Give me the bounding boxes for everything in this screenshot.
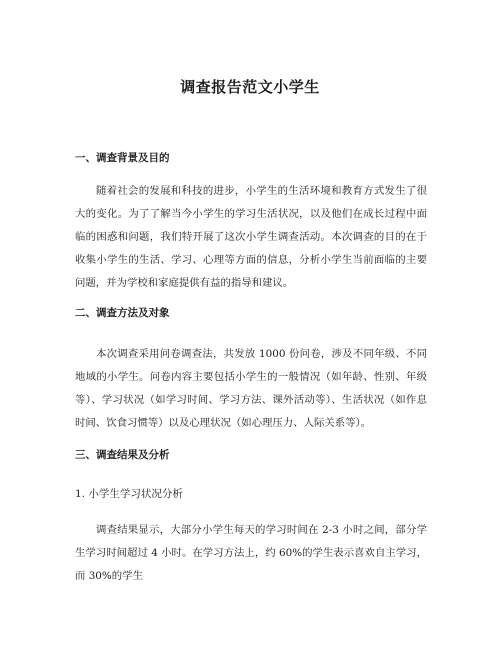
paragraph-method: 本次调查采用问卷调查法，共发放 1000 份问卷，涉及不同年级、不同地域的小学生。问卷内容主要包括小学生的一般情况（如年龄、性别、年级等）、学习状况（如学习时间、学习方法、课外活动等）、生活状况（如作息时间、饮食习惯等）以及心理状况（如心理压力、人际关系等）。 <box>75 348 427 429</box>
subsection-heading-study-status: 1. 小学生学习状况分析 <box>75 488 183 500</box>
section-heading-background: 一、调查背景及目的 <box>75 152 170 164</box>
section-heading-method: 二、调查方法及对象 <box>75 307 170 319</box>
paragraph-study-status: 调查结果显示，大部分小学生每天的学习时间在 2-3 小时之间，部分学生学习时间超过 4 小时。在学习方法上，约 60%的学生表示喜欢自主学习，而 30%的学生 <box>75 524 427 582</box>
section-heading-results: 三、调查结果及分析 <box>75 449 170 461</box>
document-title: 调查报告范文小学生 <box>180 78 320 96</box>
paragraph-background: 随着社会的发展和科技的进步，小学生的生活环境和教育方式发生了很大的变化。为了了解当今小学生的学习生活状况，以及他们在成长过程中面临的困惑和问题，我们特开展了这次小学生调查活动。本次调查的目的在于收集小学生的生活、学习、心理等方面的信息，分析小学生当前面临的主要问题，并为学校和家庭提供有益的指导和建议。 <box>75 185 427 289</box>
